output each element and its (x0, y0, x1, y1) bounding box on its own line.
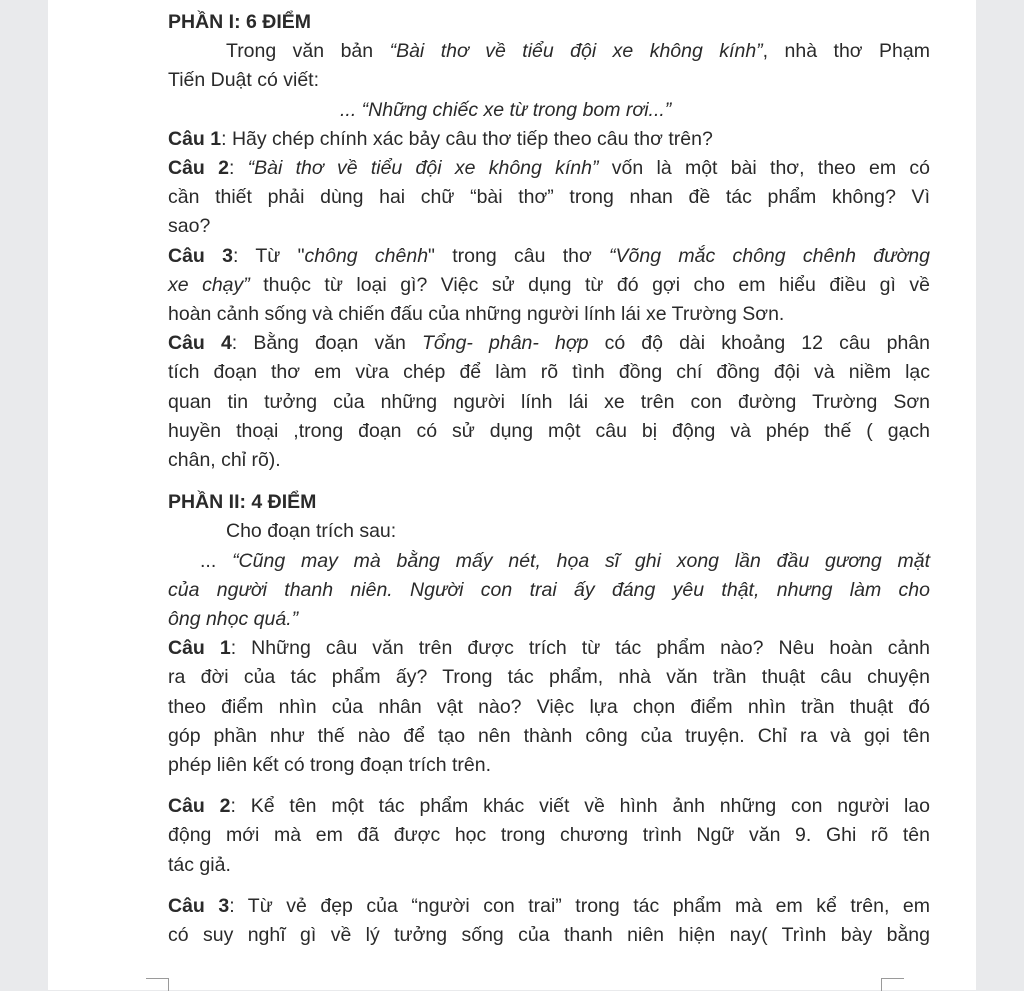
question-label: Câu 2 (168, 157, 229, 180)
s1-question-2-line-2: cần thiết phải dùng hai chữ “bài thơ” trong nhan đề tác phẩm không? Vì (168, 186, 930, 209)
s2-question-1-line-5: phép liên kết có trong đoạn trích trên. (168, 754, 492, 777)
s1-question-3-line-1: Câu 3: Từ "chông chênh" trong câu thơ “Võng mắc chông chênh đường (168, 244, 930, 267)
question-label: Câu 3 (168, 244, 233, 267)
s1-question-2-line-3: sao? (168, 215, 211, 238)
s1-question-4-line-2: tích đoạn thơ em vừa chép để làm rõ tình đồng chí đồng đội và niềm lạc (168, 361, 930, 384)
s2-question-2-line-3: tác giả. (168, 853, 231, 876)
page-margin-corner-left (146, 978, 169, 991)
s2-question-1-line-4: góp phần như thế nào để tạo nên thành công của truyện. Chỉ ra và gọi tên (168, 724, 930, 747)
s1-question-1: Câu 1: Hãy chép chính xác bảy câu thơ tiếp theo câu thơ trên? (168, 127, 713, 150)
s2-question-3-line-1: Câu 3: Từ vẻ đẹp của “người con trai” trong tác phẩm mà em kể trên, em (168, 894, 930, 917)
s2-question-1-line-3: theo điểm nhìn của nhân vật nào? Việc lựa chọn điểm nhìn trần thuật đó (168, 695, 930, 718)
question-label: Câu 4 (168, 332, 232, 355)
document-content (168, 8, 930, 950)
section-1-intro-line-2: Tiến Duật có viết: (168, 69, 320, 92)
question-label: Câu 2 (168, 795, 231, 818)
s1-question-4-line-3: quan tin tưởng của những người lính lái xe trên con đường Trường Sơn (168, 390, 930, 413)
page-margin-corner-right (881, 978, 904, 991)
excerpt-line-1: ... “Cũng may mà bằng mấy nét, họa sĩ ghi xong lần đầu gương mặt (200, 549, 930, 572)
s2-question-3-line-2: có suy nghĩ gì về lý tưởng sống của thanh niên hiện nay( Trình bày bằng (168, 924, 930, 947)
question-label: Câu 1 (168, 637, 231, 660)
s1-question-2-line-1: Câu 2: “Bài thơ về tiểu đội xe không kính” vốn là một bài thơ, theo em có (168, 157, 930, 180)
question-label: Câu 3 (168, 894, 230, 917)
s1-question-3-line-2: xe chạy” thuộc từ loại gì? Việc sử dụng từ đó gợi cho em hiểu điều gì về (168, 273, 930, 296)
section-1-intro-line-1: Trong văn bản “Bài thơ về tiểu đội xe không kính”, nhà thơ Phạm (226, 40, 930, 63)
s1-question-4-line-4: huyền thoại ,trong đoạn có sử dụng một câu bị động và phép thế ( gạch (168, 419, 930, 442)
s1-question-4-line-1: Câu 4: Bằng đoạn văn Tổng- phân- hợp có độ dài khoảng 12 câu phân (168, 332, 930, 355)
section-2-intro: Cho đoạn trích sau: (226, 520, 397, 543)
s2-question-2-line-2: động mới mà em đã được học trong chương trình Ngữ văn 9. Ghi rõ tên (168, 824, 930, 847)
section-2-heading: PHẦN II: 4 ĐIỂM (168, 491, 317, 514)
poem-title: “Bài thơ về tiểu đội xe không kính” (389, 40, 763, 63)
s2-question-1-line-1: Câu 1: Những câu văn trên được trích từ tác phẩm nào? Nêu hoàn cảnh (168, 637, 930, 660)
s1-question-3-line-3: hoàn cảnh sống và chiến đấu của những người lính lái xe Trường Sơn. (168, 303, 785, 326)
s1-question-4-line-5: chân, chỉ rõ). (168, 449, 281, 472)
section-1-heading: PHẦN I: 6 ĐIỂM (168, 11, 312, 33)
s2-question-2-line-1: Câu 2: Kể tên một tác phẩm khác viết về hình ảnh những con người lao (168, 795, 931, 818)
s2-question-1-line-2: ra đời của tác phẩm ấy? Trong tác phẩm, nhà văn trần thuật câu chuyện (168, 666, 930, 689)
excerpt-line-2: của người thanh niên. Người con trai ấy đáng yêu thật, nhưng làm cho (168, 578, 930, 601)
poem-quote: ... “Những chiếc xe từ trong bom rơi...” (340, 98, 672, 121)
question-label: Câu 1 (168, 127, 222, 150)
excerpt-line-3: ông nhọc quá.” (168, 608, 299, 631)
document-page (48, 0, 976, 990)
